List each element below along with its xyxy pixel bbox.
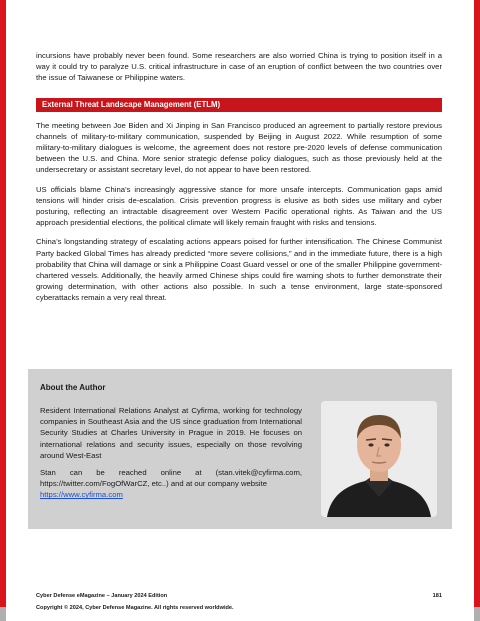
company-website-link[interactable]: https://www.cyfirma.com bbox=[40, 490, 123, 500]
page-number: 181 bbox=[432, 593, 442, 599]
intro-paragraph: incursions have probably never been found. Some researchers are also worried China is trying to position itself in a way it could try to paralyze U.S. critical infrastructure in case of an eruption of conflict between the two countries over the issue of Taiwanese or Philippine waters. bbox=[36, 51, 442, 83]
author-contact-text: Stan can be reached online at (stan.vitek@cyfirma.com, https://twitter.com/FogOfWarCZ, etc..) and at our company website bbox=[40, 468, 302, 489]
etlm-paragraph-1: The meeting between Joe Biden and Xi Jinping in San Francisco produced an agreement to partially restore previous channels of military-to-military communication, suspended by Beijing in August 2022. While resumption of some military-to-military dialogues is welcome, the agreement does not restore pre-2020 levels of defense communication between the U.S. and China. More senior strategic defense policy dialogues, such as those previously held at the undersecretary or assistant secretary level, do not appear to have been restored. bbox=[36, 120, 442, 175]
section-heading: External Threat Landscape Management (ETLM) bbox=[36, 98, 442, 112]
article-body bbox=[36, 50, 442, 312]
author-contact bbox=[40, 467, 302, 501]
author-photo bbox=[321, 401, 437, 517]
author-portrait-image bbox=[321, 401, 437, 517]
footer-copyright: Copyright © 2024, Cyber Defense Magazine. All rights reserved worldwide. bbox=[36, 605, 234, 611]
about-author-box bbox=[28, 369, 452, 529]
footer-edition bbox=[36, 593, 442, 599]
right-edge-bar bbox=[474, 0, 480, 621]
left-edge-bar bbox=[0, 0, 6, 621]
footer-magazine-title: Cyber Defense eMagazine – January 2024 Edition bbox=[36, 593, 168, 599]
etlm-paragraph-2: US officials blame China’s increasingly aggressive stance for more unsafe intercepts. Communication gaps amid tensions will hinder crisis de-escalation. Crisis prevention progress is elusive as both sides use military and cyber posturing, reflecting an intractable disagreement over Western Pacific operational rights. As Taiwan and the US approach presidential elections, the political climate will likely remain fraught with risks and tensions. bbox=[36, 184, 442, 228]
author-heading: About the Author bbox=[40, 383, 106, 392]
etlm-paragraph-3: China’s longstanding strategy of escalating actions appears poised for further intensification. The Chinese Communist Party backed Global Times has already predicted “more severe collisions,” and in the immediate future, there is a high probability that China will damage or sink a Philippine Coast Guard vessel or one of the smaller Philippine government-chartered vessels. Additionally, the heavily armed Chinese ships could fire warning shots to further demonstrate their growing determination, with other actions also possible. In such a tense environment, large state-sponsored cyberattacks remain a very real threat. bbox=[36, 237, 442, 303]
author-bio: Resident International Relations Analyst at Cyfirma, working for technology companies in Southeast Asia and the US since graduation from International Security Studies at Charles University in Prague in 2019. He focuses on international relations and security issues, especially on those revolving around West-East bbox=[40, 406, 302, 460]
